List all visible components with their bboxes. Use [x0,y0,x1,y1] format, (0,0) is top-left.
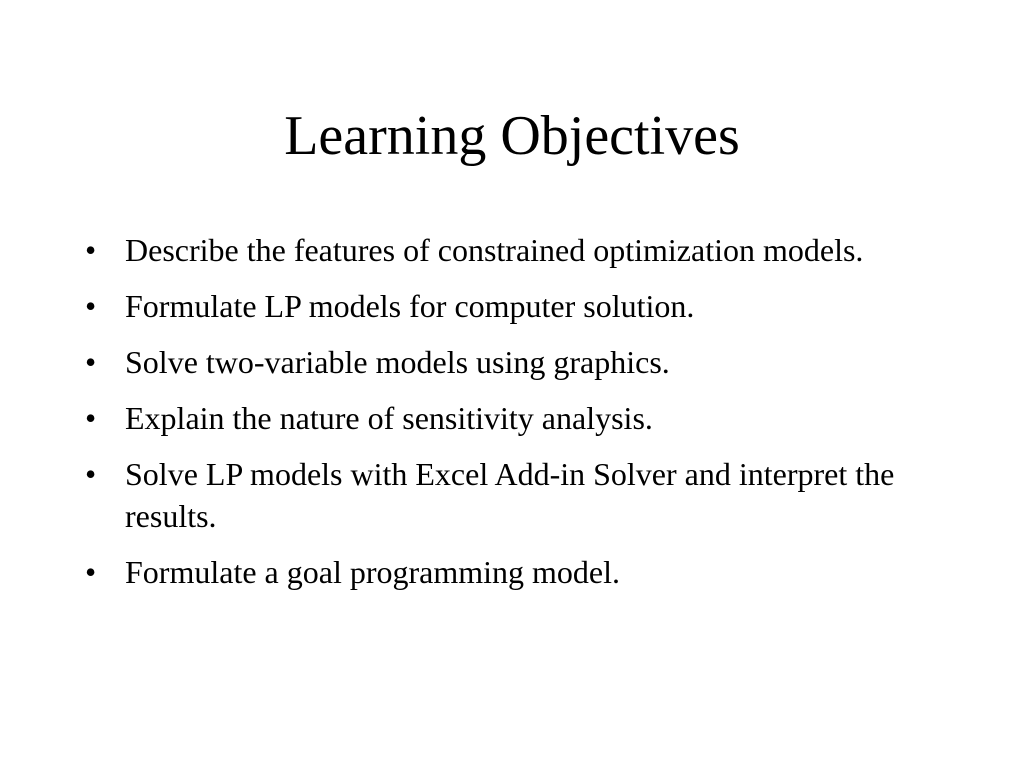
bullet-text: Formulate LP models for computer solution. [125,288,695,324]
bullet-icon: • [85,400,97,436]
slide-title: Learning Objectives [284,105,740,167]
bullet-text: Explain the nature of sensitivity analysis. [125,400,653,436]
bullet-icon: • [85,456,97,492]
bullet-text: Solve LP models with Excel Add-in Solver and interpret the results. [125,456,895,534]
bullet-icon: • [85,554,97,590]
bullet-text: Formulate a goal programming model. [125,554,620,590]
bullet-icon: • [85,232,97,268]
bullet-icon: • [85,344,97,380]
list-item [84,551,944,593]
list-item [84,453,944,537]
objectives-list [84,229,944,607]
bullet-text: Describe the features of constrained optimization models. [125,232,864,268]
list-item [84,229,944,271]
bullet-text: Solve two-variable models using graphics. [125,344,670,380]
list-item [84,285,944,327]
bullet-icon: • [85,288,97,324]
list-item [84,397,944,439]
list-item [84,341,944,383]
